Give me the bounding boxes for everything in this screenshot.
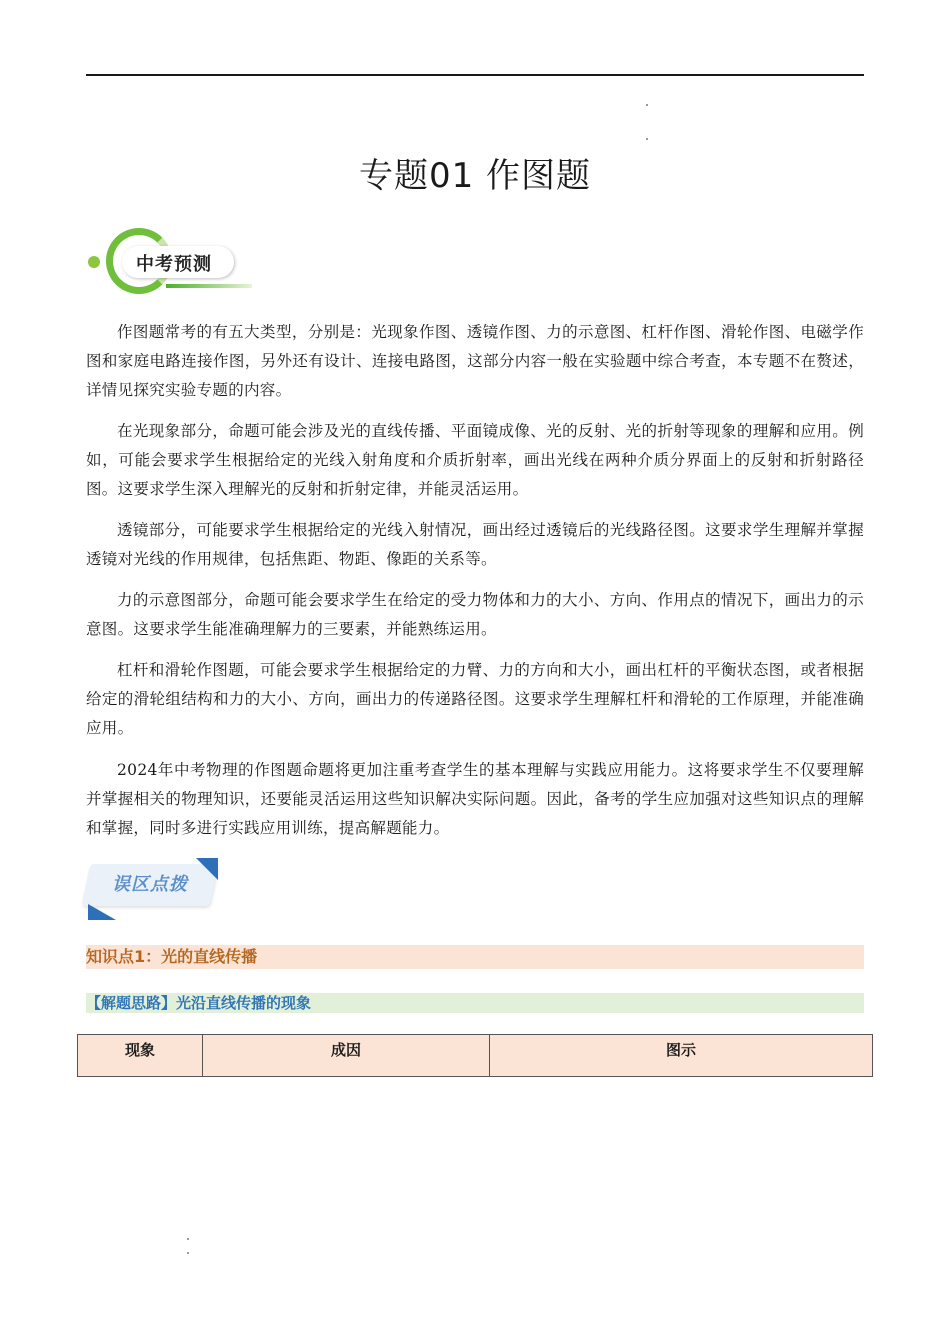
phenomenon-table	[77, 1034, 873, 1077]
header-rule	[86, 74, 864, 76]
knowledge-point-heading: 知识点1：光的直线传播	[86, 945, 864, 969]
corner-triangle-icon	[196, 858, 218, 880]
badge-underline	[166, 284, 252, 288]
corner-triangle-icon	[88, 904, 116, 920]
badge-dot-icon	[88, 256, 100, 268]
badge-pill	[122, 246, 234, 278]
paragraph: 力的示意图部分，命题可能会要求学生在给定的受力物体和力的大小、方向、作用点的情况下，画出力的示意图。这要求学生能准确理解力的三要素，并能熟练运用。	[86, 591, 864, 638]
scan-dot	[646, 104, 648, 106]
misconception-badge	[86, 858, 220, 920]
forecast-badge-label: 中考预测	[136, 254, 212, 275]
table-header-cause: 成因	[203, 1035, 490, 1077]
paragraph: 2024年中考物理的作图题命题将更加注重考查学生的基本理解与实践应用能力。这将要求学生不仅要理解并掌握相关的物理知识，还要能灵活运用这些知识解决实际问题。因此，备考的学生应加强对这些知识点的理解和掌握，同时多进行实践应用训练，提高解题能力。	[86, 761, 864, 837]
paragraph: 作图题常考的有五大类型，分别是：光现象作图、透镜作图、力的示意图、杠杆作图、滑轮作图、电磁学作图和家庭电路连接作图，另外还有设计、连接电路图，这部分内容一般在实验题中综合考查，本专题不在赘述，详情见探究实验专题的内容。	[86, 323, 864, 399]
scan-dot	[187, 1252, 189, 1254]
paragraph: 在光现象部分，命题可能会涉及光的直线传播、平面镜成像、光的反射、光的折射等现象的理解和应用。例如，可能会要求学生根据给定的光线入射角度和介质折射率，画出光线在两种介质分界面上的反射和折射路径图。这要求学生深入理解光的反射和折射定律，并能灵活运用。	[86, 422, 864, 498]
table-header-phenomenon: 现象	[78, 1035, 203, 1077]
solution-tip-heading: 【解题思路】光沿直线传播的现象	[86, 993, 864, 1013]
table-header-diagram: 图示	[490, 1035, 873, 1077]
page-title: 专题01 作图题	[358, 156, 592, 196]
table-header-row	[78, 1035, 873, 1077]
scan-dot	[646, 138, 648, 140]
forecast-badge	[86, 226, 256, 296]
misconception-badge-label: 误区点拨	[112, 874, 188, 895]
paragraph: 杠杆和滑轮作图题，可能会要求学生根据给定的力臂、力的方向和大小，画出杠杆的平衡状态图，或者根据给定的滑轮组结构和力的大小、方向，画出力的传递路径图。这要求学生理解杠杆和滑轮的工作原理，并能准确应用。	[86, 661, 864, 737]
scan-dot	[187, 1238, 189, 1240]
paragraph: 透镜部分，可能要求学生根据给定的光线入射情况，画出经过透镜后的光线路径图。这要求学生理解并掌握透镜对光线的作用规律，包括焦距、物距、像距的关系等。	[86, 521, 864, 568]
